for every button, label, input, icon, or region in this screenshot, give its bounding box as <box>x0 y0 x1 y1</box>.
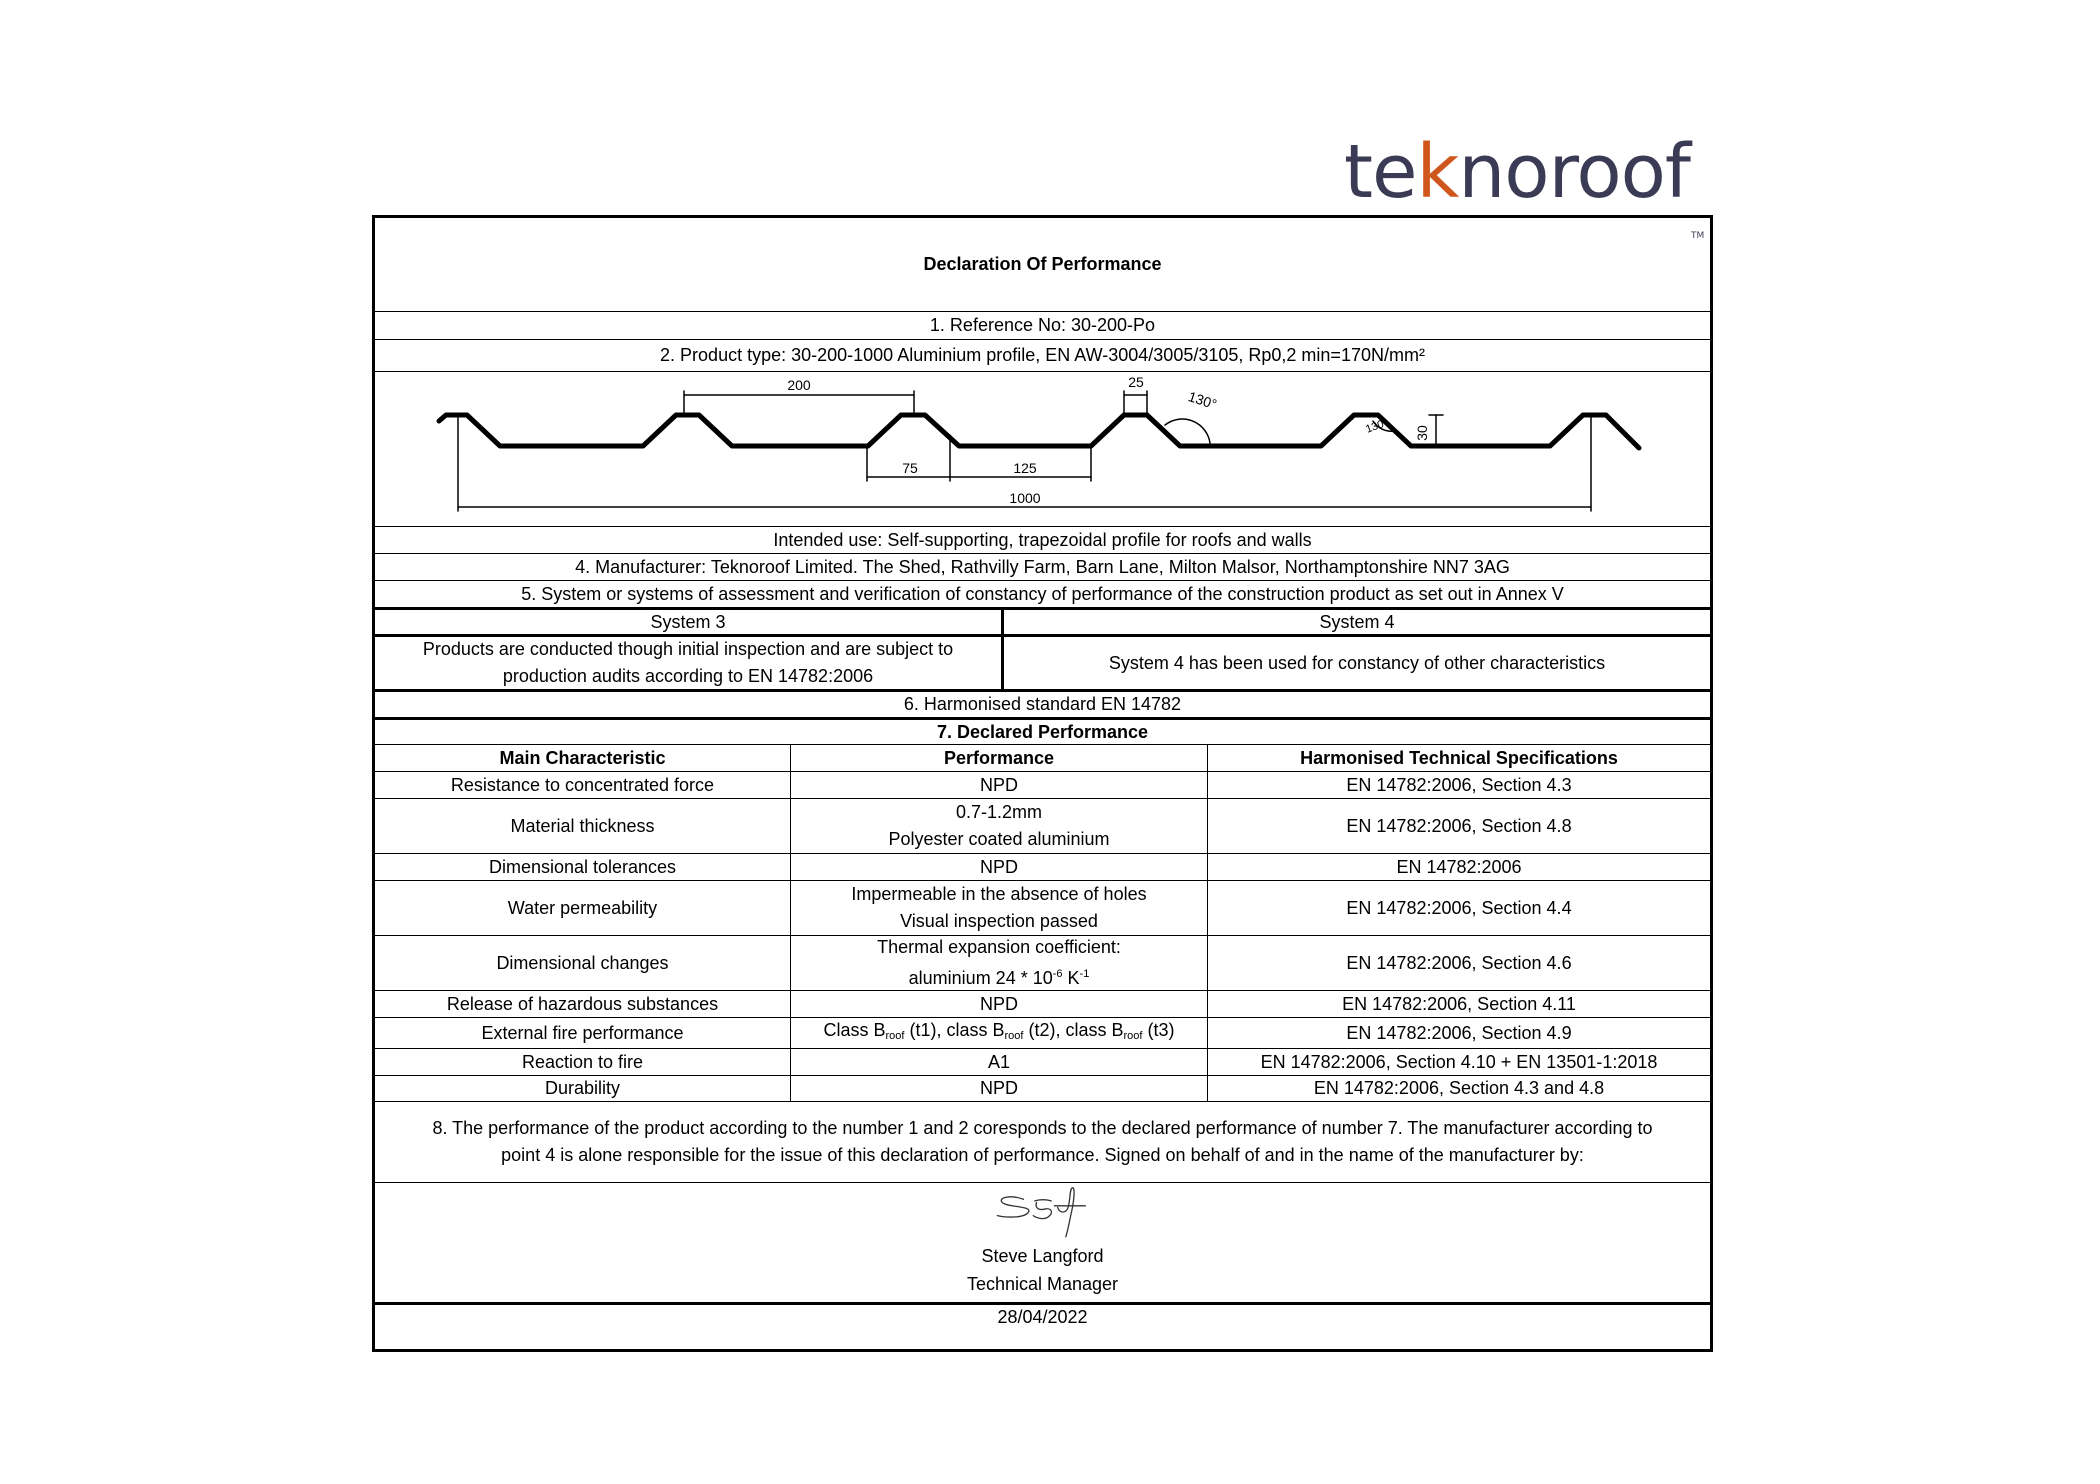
characteristic-cell: Dimensional changes <box>496 952 669 973</box>
table-row <box>375 798 1710 853</box>
header-performance: Performance <box>790 745 1207 771</box>
performance-statement: 8. The performance of the product according to the number 1 and 2 coresponds to the declared performance of number 7. The manufacturer according to point 4 is alone responsible for the issue of this declaration of performance. Signed on behalf of and in the name of the manufacturer by: <box>375 1101 1710 1182</box>
characteristic-cell: Durability <box>544 1078 621 1098</box>
characteristic-cell: Reaction to fire <box>521 1051 644 1072</box>
characteristic-cell: Material thickness <box>510 815 655 836</box>
system4-label: System 4 <box>1001 610 1710 634</box>
performance-cell: NPD <box>790 854 1207 880</box>
system3-description: Products are conducted though initial inspection and are subject to production audits according to EN 14782:2006 <box>422 639 954 686</box>
spec-cell: EN 14782:2006, Section 4.6 <box>1207 936 1710 990</box>
reference-number: 1. Reference No: 30-200-Po <box>375 311 1710 339</box>
characteristic-cell: Release of hazardous substances <box>446 993 719 1014</box>
table-row <box>375 990 1710 1017</box>
dim-30-label: 30 <box>1414 424 1430 441</box>
profile-outline <box>439 415 1639 448</box>
header-main-characteristic: Main Characteristic <box>499 747 666 768</box>
dim-25-label: 25 <box>1128 373 1144 390</box>
performance-cell: Thermal expansion coefficient: aluminium $24 * 10^{-6}$ $K^{-1}$ <box>790 936 1207 990</box>
system4-description: System 4 has been used for constancy of other characteristics <box>1001 637 1710 689</box>
dim-130-label-a: 130° <box>1186 387 1219 412</box>
performance-cell: NPD <box>790 772 1207 798</box>
product-type: 2. Product type: 30-200-1000 Aluminium profile, EN AW-3004/3005/3105, Rp0,2 min=170N/mm² <box>375 339 1710 371</box>
system-descriptions-row <box>375 634 1710 689</box>
spec-cell: EN 14782:2006, Section 4.11 <box>1207 991 1710 1017</box>
characteristic-cell: Dimensional tolerances <box>488 856 677 877</box>
spec-cell: EN 14782:2006, Section 4.4 <box>1207 881 1710 935</box>
trapezoidal-profile-diagram <box>375 373 1710 526</box>
system-heading: 5. System or systems of assessment and verification of constancy of performance of the construction product as set out in Annex V <box>375 580 1710 607</box>
table-row <box>375 935 1710 990</box>
spec-cell: EN 14782:2006, Section 4.3 <box>1207 772 1710 798</box>
declaration-date: 28/04/2022 <box>375 1302 1710 1352</box>
table-row <box>375 771 1710 798</box>
spec-cell: EN 14782:2006, Section 4.3 and 4.8 <box>1207 1076 1710 1101</box>
header-specifications: Harmonised Technical Specifications <box>1207 745 1710 771</box>
performance-cell: Class $B_{roof}$ (t1), class $B_{roof}$ (t2), class $B_{roof}$ (t3) <box>790 1018 1207 1048</box>
characteristic-cell: External fire performance <box>481 1022 684 1043</box>
system3-label: System 3 <box>650 611 726 632</box>
signatory-name: Steve Langford <box>981 1246 1104 1266</box>
document-title: Declaration Of Performance <box>923 254 1162 274</box>
harmonised-standard: 6. Harmonised standard EN 14782 <box>375 689 1710 717</box>
table-row <box>375 1048 1710 1075</box>
system-labels-row <box>375 607 1710 634</box>
handwritten-signature <box>973 1183 1113 1240</box>
table-header-row <box>375 744 1710 771</box>
spec-cell: EN 14782:2006, Section 4.8 <box>1207 799 1710 853</box>
characteristic-cell: Resistance to concentrated force <box>450 774 715 795</box>
spec-cell: EN 14782:2006, Section 4.9 <box>1207 1018 1710 1048</box>
teknoroof-logo: teknoroof™ <box>1344 129 1705 241</box>
performance-cell: Impermeable in the absence of holes Visual inspection passed <box>790 881 1207 935</box>
dim-75-label: 75 <box>902 459 918 476</box>
performance-cell: A1 <box>790 1049 1207 1075</box>
signatory-title: Technical Manager <box>966 1274 1119 1294</box>
performance-cell: 0.7-1.2mm Polyester coated aluminium <box>790 799 1207 853</box>
dim-200-label: 200 <box>787 376 811 393</box>
declared-performance-heading: 7. Declared Performance <box>375 717 1710 744</box>
table-row <box>375 853 1710 880</box>
spec-cell: EN 14782:2006 <box>1207 854 1710 880</box>
profile-drawing <box>375 371 1710 526</box>
performance-cell: NPD <box>790 991 1207 1017</box>
manufacturer: 4. Manufacturer: Teknoroof Limited. The Shed, Rathvilly Farm, Barn Lane, Milton Malsor, Northamptonshire NN7 3AG <box>375 553 1710 580</box>
intended-use: Intended use: Self-supporting, trapezoidal profile for roofs and walls <box>375 526 1710 553</box>
table-row <box>375 1075 1710 1101</box>
dim-130-label-b: 130° <box>1364 416 1390 436</box>
dim-1000-label: 1000 <box>1009 489 1041 506</box>
table-row <box>375 1017 1710 1048</box>
declaration-document <box>372 215 1713 1352</box>
signature-block <box>375 1182 1710 1302</box>
performance-cell: NPD <box>790 1076 1207 1101</box>
characteristic-cell: Water permeability <box>507 897 658 918</box>
table-row <box>375 880 1710 935</box>
spec-cell: EN 14782:2006, Section 4.10 + EN 13501-1:2018 <box>1207 1049 1710 1075</box>
dim-125-label: 125 <box>1013 459 1037 476</box>
